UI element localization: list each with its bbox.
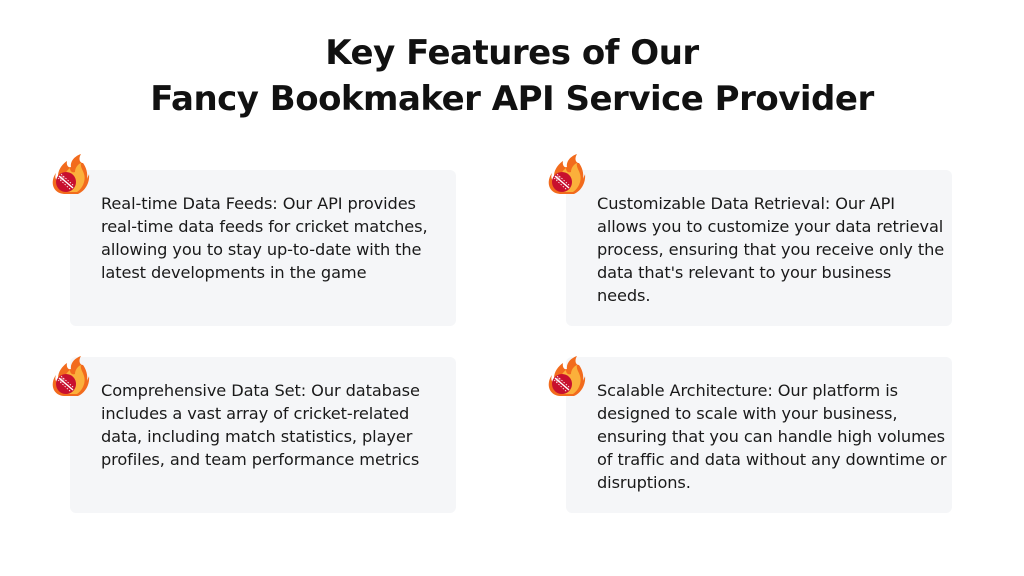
feature-card-comprehensive-data-set: [70, 357, 456, 513]
page-title: [0, 30, 1024, 122]
feature-card-customizable-data-retrieval: [566, 170, 952, 326]
feature-text: Real-time Data Feeds: Our API provides real-time data feeds for cricket matches, allowing you to stay up-to-date with the latest developments in the game: [101, 194, 428, 282]
feature-text: Comprehensive Data Set: Our database includes a vast array of cricket-related data, including match statistics, player profiles, and team performance metrics: [101, 381, 420, 469]
page-title-line-1: Key Features of Our: [325, 33, 699, 73]
flaming-cricket-ball-icon: [50, 153, 90, 197]
feature-card-realtime-data-feeds: [70, 170, 456, 326]
feature-text: Scalable Architecture: Our platform is designed to scale with your business, ensuring that you can handle high volumes of traffic and data without any downtime or disruptions.: [597, 381, 947, 492]
page-title-line-2: Fancy Bookmaker API Service Provider: [150, 79, 874, 119]
flaming-cricket-ball-icon: [546, 355, 586, 399]
feature-text: Customizable Data Retrieval: Our API allows you to customize your data retrieval process, ensuring that you receive only the data that's relevant to your business needs.: [597, 194, 945, 305]
flaming-cricket-ball-icon: [50, 355, 90, 399]
flaming-cricket-ball-icon: [546, 153, 586, 197]
feature-card-scalable-architecture: [566, 357, 952, 513]
